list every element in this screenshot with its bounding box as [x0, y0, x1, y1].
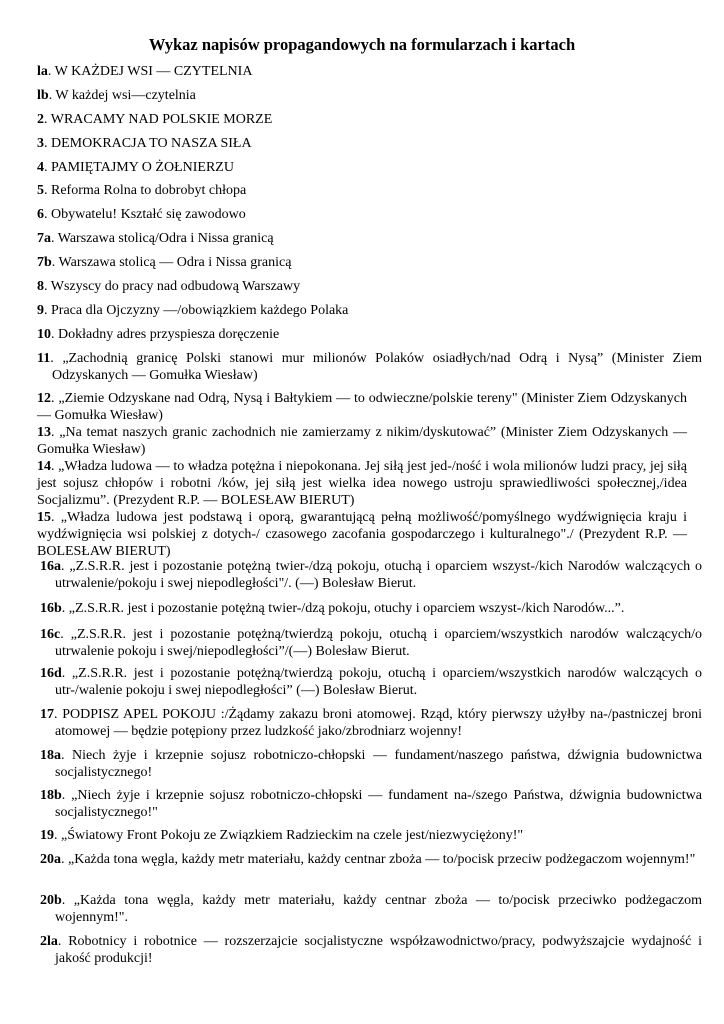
list-item [37, 326, 697, 343]
item-number: 16a [40, 559, 61, 574]
item-text: . PAMIĘTAJMY O ŻOŁNIERZU [44, 160, 234, 175]
item-number: la [37, 64, 48, 79]
item-number: 11 [37, 351, 51, 366]
item-text: . „Na temat naszych granic zachodnich nie zamierzamy z nikim/dyskutować” (Minister Ziem Odzyskanych — Gomułka Wiesław) [37, 425, 687, 457]
list-item [37, 111, 697, 128]
item-number: 14 [37, 459, 51, 474]
list-item [40, 827, 702, 844]
item-number: 2la [40, 934, 58, 949]
item-text: . „Z.S.R.R. jest i pozostanie potężną/twierdzą pokoju, otuchą i oparciem/wszystkich narodów walczących o utr-/walenie pokoju i swej niepodległości” (—) Bolesław Bierut. [55, 666, 702, 698]
item-text: . W każdej wsi—czytelnia [48, 88, 196, 103]
item-text: . Wszyscy do pracy nad odbudową Warszawy [44, 279, 301, 294]
list-item [37, 87, 697, 104]
item-text: . Obywatelu! Kształć się zawodowo [44, 207, 246, 222]
item-text: . PODPISZ APEL POKOJU :/Żądamy zakazu broni atomowej. Rząd, który pierwszy użyłby na-/pastniczej broni atomowej — będzie potępiony przez ludzkość jako/zbrodniarz wojenny! [54, 707, 702, 739]
item-number: lb [37, 88, 49, 103]
list-item [40, 892, 702, 926]
list-item [37, 509, 687, 560]
item-text: . WRACAMY NAD POLSKIE MORZE [44, 112, 273, 127]
item-number: 16c [40, 627, 61, 642]
item-text: . Warszawa stolicą/Odra i Nissa granicą [51, 231, 274, 246]
list-item [37, 159, 697, 176]
item-number: 15 [37, 510, 51, 525]
list-item [37, 254, 697, 271]
list-item [40, 665, 702, 699]
item-text: . Praca dla Ojczyzny —/obowiązkiem każdego Polaka [44, 303, 349, 318]
list-item [40, 558, 702, 592]
list-item [37, 424, 687, 458]
list-item [37, 182, 697, 199]
item-number: 7a [37, 231, 51, 246]
item-text: . Robotnicy i robotnice — rozszerzajcie socjalistyczne współzawodnictwo/pracy, podwyższajcie wydajność i jakość produkcji! [55, 934, 702, 966]
list-item [37, 390, 687, 424]
item-number: 16d [40, 666, 62, 681]
item-number: 9 [37, 303, 44, 318]
item-number: 8 [37, 279, 44, 294]
item-text: . „Władza ludowa — to władza potężna i niepokonana. Jej siłą jest jed-/ność i wola milionów ludzi pracy, jej siłą jest sojusz chłopów i robotni /ków, jej siłą jest wielka idea nowego ustroju sprawiedliwości społecznej,/idea Socjalizmu”. (Prezydent R.P. — BOLESŁAW BIERUT) [37, 459, 687, 508]
item-text: . „Niech żyje i krzepnie sojusz robotniczo-chłopski — fundament na-/szego Państwa, dźwignia budownictwa socjalistycznego!" [55, 788, 702, 820]
item-text: . Niech żyje i krzepnie sojusz robotniczo-chłopski — fundament/naszego państwa, dźwignia budownictwa socjalistycznego! [55, 748, 702, 780]
item-number: 3 [37, 136, 44, 151]
item-text: . „Z.S.R.R. jest i pozostanie potężną twier-/dzą pokoju, otuchy i oparciem wszyst-/kich Narodów...”. [61, 601, 625, 616]
item-number: 4 [37, 160, 44, 175]
item-number: 2 [37, 112, 44, 127]
item-text: . „Każda tona węgla, każdy metr materiału, każdy centnar zboża — to/pocisk przeciwko podżegaczom wojennym!". [55, 893, 702, 925]
item-number: 20b [40, 893, 62, 908]
item-number: 16b [40, 601, 62, 616]
list-item [40, 747, 702, 781]
item-number: 18a [40, 748, 61, 763]
item-number: 7b [37, 255, 52, 270]
item-number: 17 [40, 707, 54, 722]
item-text: . „Światowy Front Pokoju ze Związkiem Radzieckim na czele jest/niezwyciężony!" [54, 828, 524, 843]
document-title: Wykaz napisów propagandowych na formularzach i kartach [148, 35, 576, 54]
item-text: . Warszawa stolicą — Odra i Nissa granicą [51, 255, 292, 270]
item-text: . „Z.S.R.R. jest i pozostanie potężną twier-/dzą pokoju, otuchą i oparciem wszyst-/kich Narodów walczących o utrwalenie/pokoju i swej niepodległości"/. (—) Bolesław Bierut. [55, 559, 702, 591]
list-item [40, 787, 702, 821]
item-text: . „Ziemie Odzyskane nad Odrą, Nysą i Bałtykiem — to odwieczne/polskie tereny" (Minister Ziem Odzyskanych — Gomułka Wiesław) [37, 391, 687, 423]
item-number: 12 [37, 391, 51, 406]
item-number: 13 [37, 425, 51, 440]
item-text: . W KAŻDEJ WSI — CZYTELNIA [47, 64, 253, 79]
list-item [37, 302, 697, 319]
item-number: 18b [40, 788, 62, 803]
item-number: 6 [37, 207, 44, 222]
item-text: . „Władza ludowa jest podstawą i oporą, gwarantującą pełną możliwość/pomyślnego wydźwignięcia kraju i wydźwignięcia wsi polskiej z dotych-/ czasowego zacofania gospodarczego i kulturalnego"./ (Prezydent R.P. — BOLESŁAW BIERUT) [37, 510, 687, 559]
list-item [37, 206, 697, 223]
item-text: . „Zachodnią granicę Polski stanowi mur milionów Polaków osiadłych/nad Odrą i Nysą” (Minister Ziem Odzyskanych — Gomułka Wiesław) [50, 351, 702, 383]
list-item [40, 706, 702, 740]
item-number: 20a [40, 852, 61, 867]
list-item [37, 278, 697, 295]
item-text: . Dokładny adres przyspiesza doręczenie [51, 327, 280, 342]
item-text: . „Każda tona węgla, każdy metr materiału, każdy centnar zboża — to/pocisk przeciw podżegaczom wojennym!" [61, 852, 696, 867]
list-item [40, 933, 702, 967]
list-item [37, 230, 697, 247]
item-number: 10 [37, 327, 51, 342]
list-item [37, 458, 687, 509]
item-text: . Reforma Rolna to dobrobyt chłopa [44, 183, 247, 198]
item-number: 19 [40, 828, 54, 843]
list-item [37, 63, 697, 80]
list-item [40, 600, 702, 617]
item-number: 5 [37, 183, 44, 198]
list-item [37, 350, 702, 384]
list-item [40, 626, 702, 660]
item-text: . DEMOKRACJA TO NASZA SIŁA [44, 136, 252, 151]
item-text: . „Z.S.R.R. jest i pozostanie potężną/twierdzą pokoju, otuchą i oparciem/wszystkich narodów walczących/o utrwalenie pokoju i swej/niepodległości”/(—) Bolesław Bierut. [55, 627, 702, 659]
list-item [37, 135, 697, 152]
list-item [40, 851, 702, 868]
